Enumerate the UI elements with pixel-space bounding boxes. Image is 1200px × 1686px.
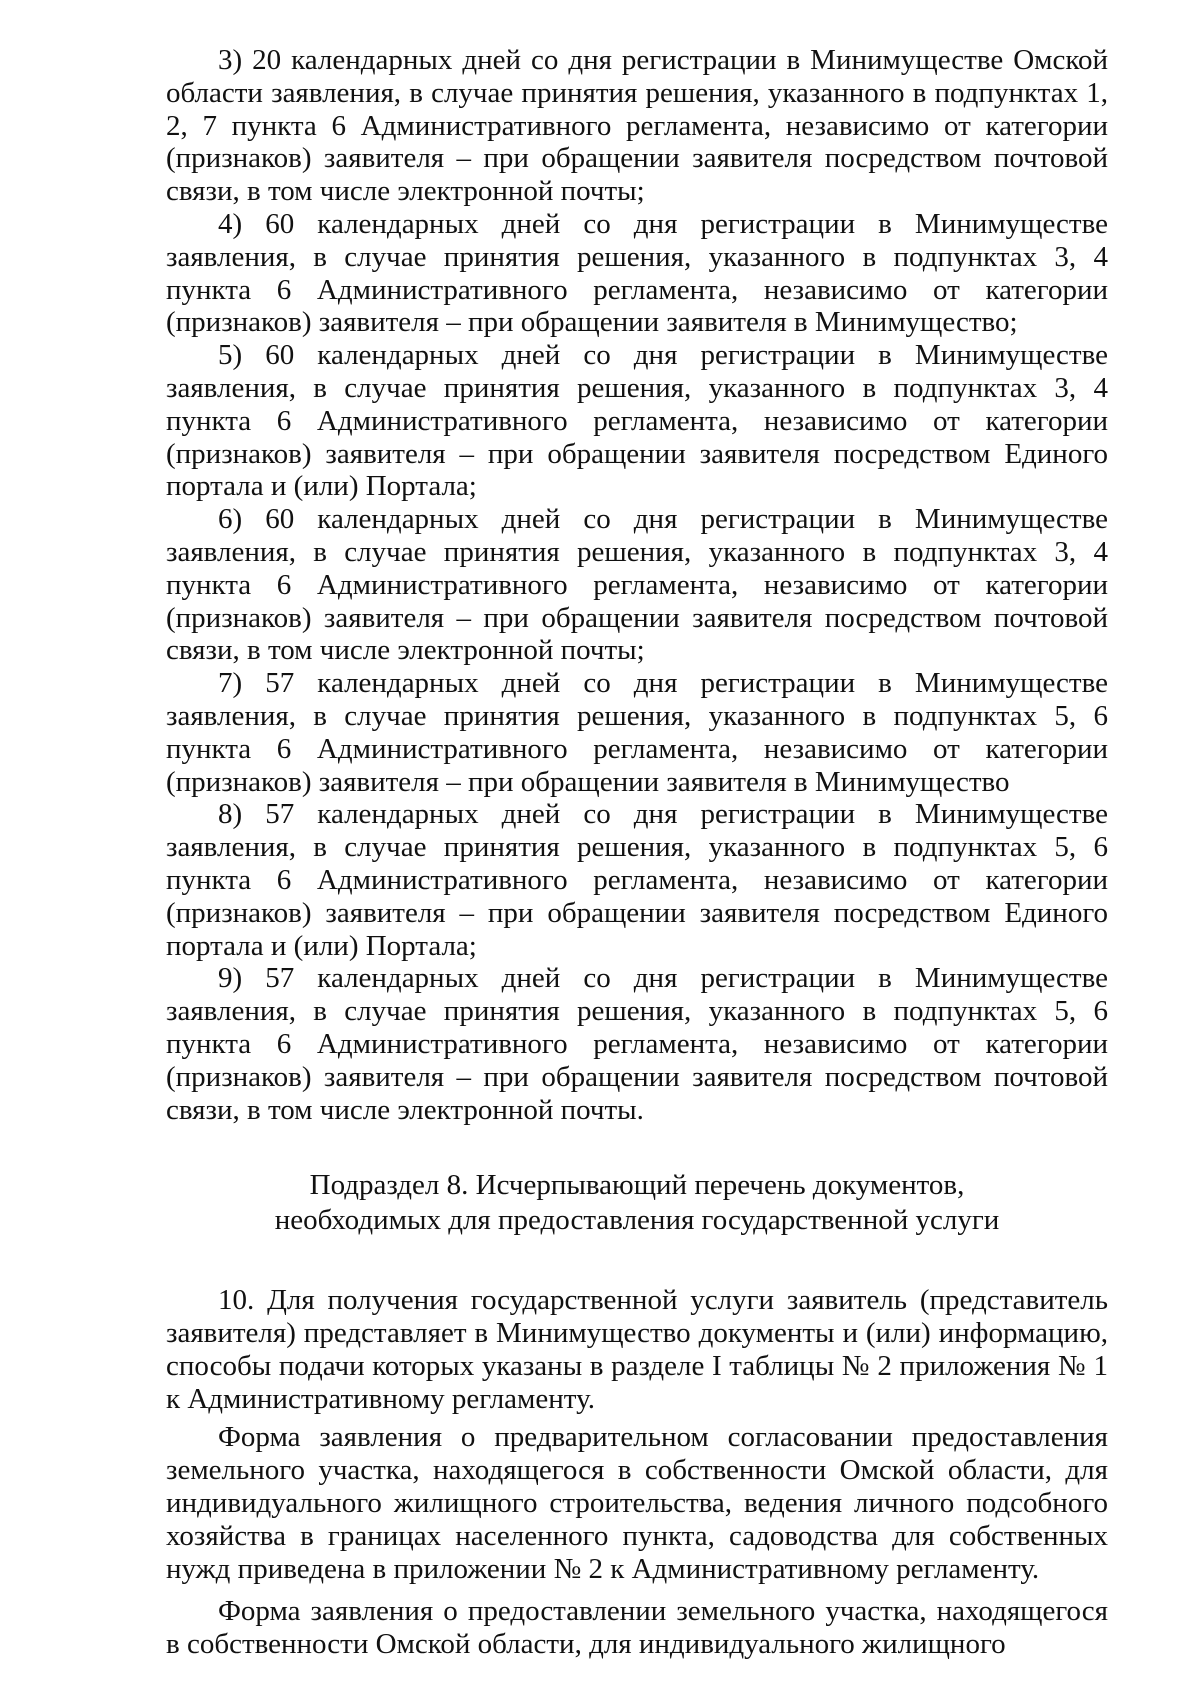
list-item-8: 8) 57 календарных дней со дня регистрации в Минимуществе заявления, в случае принятия решения, указанного в подпунктах 5, 6 пункта 6 Административного регламента, независимо от категории (признаков) заявителя – при обращении заявителя посредством Единого портала и (или) Портала;	[166, 798, 1108, 962]
list-item-7: 7) 57 календарных дней со дня регистрации в Минимуществе заявления, в случае принятия решения, указанного в подпунктах 5, 6 пункта 6 Административного регламента, независимо от категории (признаков) заявителя – при обращении заявителя в Минимущество	[166, 667, 1108, 798]
list-item-6: 6) 60 календарных дней со дня регистрации в Минимуществе заявления, в случае принятия решения, указанного в подпунктах 3, 4 пункта 6 Административного регламента, независимо от категории (признаков) заявителя – при обращении заявителя посредством почтовой связи, в том числе электронной почты;	[166, 503, 1108, 667]
subsection-heading-line-2: необходимых для предоставления государственной услуги	[274, 1204, 1000, 1237]
subsection-heading	[166, 1168, 1108, 1238]
document-body	[166, 44, 1108, 1661]
subsection-heading-line-1: Подраздел 8. Исчерпывающий перечень документов,	[309, 1169, 965, 1202]
paragraph-application-form-provision: Форма заявления о предоставлении земельного участка, находящегося в собственности Омской области, для индивидуального жилищного	[166, 1595, 1108, 1661]
paragraph-10: 10. Для получения государственной услуги заявитель (представитель заявителя) представляет в Минимущество документы и (или) информацию, способы подачи которых указаны в разделе I таблицы № 2 приложения № 1 к Административному регламенту.	[166, 1284, 1108, 1415]
list-item-3: 3) 20 календарных дней со дня регистрации в Минимуществе Омской области заявления, в случае принятия решения, указанного в подпунктах 1, 2, 7 пункта 6 Административного регламента, независимо от категории (признаков) заявителя – при обращении заявителя посредством почтовой связи, в том числе электронной почты;	[166, 44, 1108, 208]
list-item-9: 9) 57 календарных дней со дня регистрации в Минимуществе заявления, в случае принятия решения, указанного в подпунктах 5, 6 пункта 6 Административного регламента, независимо от категории (признаков) заявителя – при обращении заявителя посредством почтовой связи, в том числе электронной почты.	[166, 962, 1108, 1126]
paragraph-application-form-preliminary: Форма заявления о предварительном согласовании предоставления земельного участка, находящегося в собственности Омской области, для индивидуального жилищного строительства, ведения личного подсобного хозяйства в границах населенного пункта, садоводства для собственных нужд приведена в приложении № 2 к Административному регламенту.	[166, 1421, 1108, 1585]
list-item-4: 4) 60 календарных дней со дня регистрации в Минимуществе заявления, в случае принятия решения, указанного в подпунктах 3, 4 пункта 6 Административного регламента, независимо от категории (признаков) заявителя – при обращении заявителя в Минимущество;	[166, 207, 1108, 339]
list-item-5: 5) 60 календарных дней со дня регистрации в Минимуществе заявления, в случае принятия решения, указанного в подпунктах 3, 4 пункта 6 Административного регламента, независимо от категории (признаков) заявителя – при обращении заявителя посредством Единого портала и (или) Портала;	[166, 339, 1108, 503]
